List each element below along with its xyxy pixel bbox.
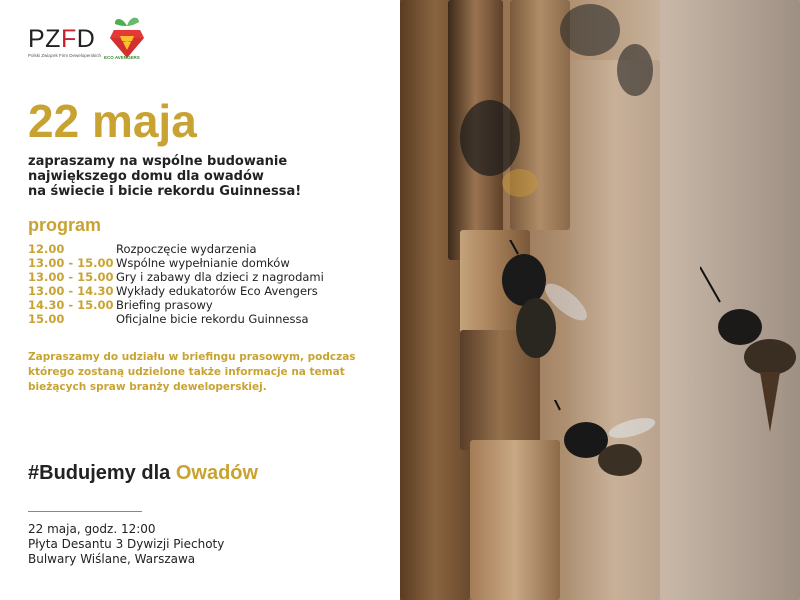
invitation-line: na świecie i bicie rekordu Guinnessa! (28, 184, 302, 199)
press-line: którego zostaną udzielone także informacje na temat (28, 366, 345, 378)
press-line: bieżących spraw branży deweloperskiej. (28, 381, 267, 393)
program-time: 15.00 (28, 312, 65, 326)
campaign-hashtag (28, 462, 258, 485)
program-time: 13.00 - 15.00 (28, 270, 114, 284)
event-address (28, 522, 224, 567)
hashtag-main: #Budujemy dla (28, 462, 171, 484)
address-line: Płyta Desantu 3 Dywizji Piechoty (28, 537, 225, 551)
program-time: 12.00 (28, 242, 65, 256)
program-event: Briefing prasowy (116, 298, 213, 312)
program-row (28, 312, 388, 326)
press-briefing-note (28, 350, 368, 395)
program-event: Wspólne wypełnianie domków (116, 256, 290, 270)
press-line: Zapraszamy do udziału w briefingu prasowym, podczas (28, 351, 356, 363)
bee-icon (700, 262, 800, 442)
invitation-line: zapraszamy na wspólne budowanie (28, 154, 288, 169)
program-row (28, 270, 388, 284)
bee-insect-hotel-photo (400, 0, 800, 600)
address-line: Bulwary Wiślane, Warszawa (28, 552, 196, 566)
program-row (28, 298, 388, 312)
program-event: Gry i zabawy dla dzieci z nagrodami (116, 270, 324, 284)
bee-icon (550, 0, 660, 100)
program-time: 13.00 - 14.30 (28, 284, 114, 298)
program-time: 13.00 - 15.00 (28, 256, 114, 270)
program-event: Wykłady edukatorów Eco Avengers (116, 284, 318, 298)
program-row (28, 256, 388, 270)
invitation-line: największego domu dla owadów (28, 169, 264, 184)
program-row (28, 284, 388, 298)
bee-icon (488, 240, 598, 370)
address-line: 22 maja, godz. 12:00 (28, 522, 156, 536)
bee-icon (450, 88, 550, 208)
eco-avengers-label: ECO AVENGERS (104, 55, 140, 60)
divider (28, 511, 142, 512)
pzfd-logo-subtitle: Polski Związek Firm Deweloperskich (28, 53, 102, 58)
event-date-heading: 22 maja (28, 95, 197, 147)
pzfd-logo (28, 26, 101, 58)
program-time: 14.30 - 15.00 (28, 298, 114, 312)
program-heading: program (28, 215, 102, 235)
hashtag-accent: Owadów (175, 462, 259, 484)
bee-icon (550, 400, 660, 500)
program-list (28, 242, 388, 326)
wood-plank (470, 440, 560, 600)
program-event: Rozpoczęcie wydarzenia (116, 242, 257, 256)
program-event: Oficjalne bicie rekordu Guinnessa (116, 312, 309, 326)
pzfd-logo-text: PZFD (28, 25, 96, 53)
program-row (28, 242, 388, 256)
invitation-text (28, 154, 301, 199)
